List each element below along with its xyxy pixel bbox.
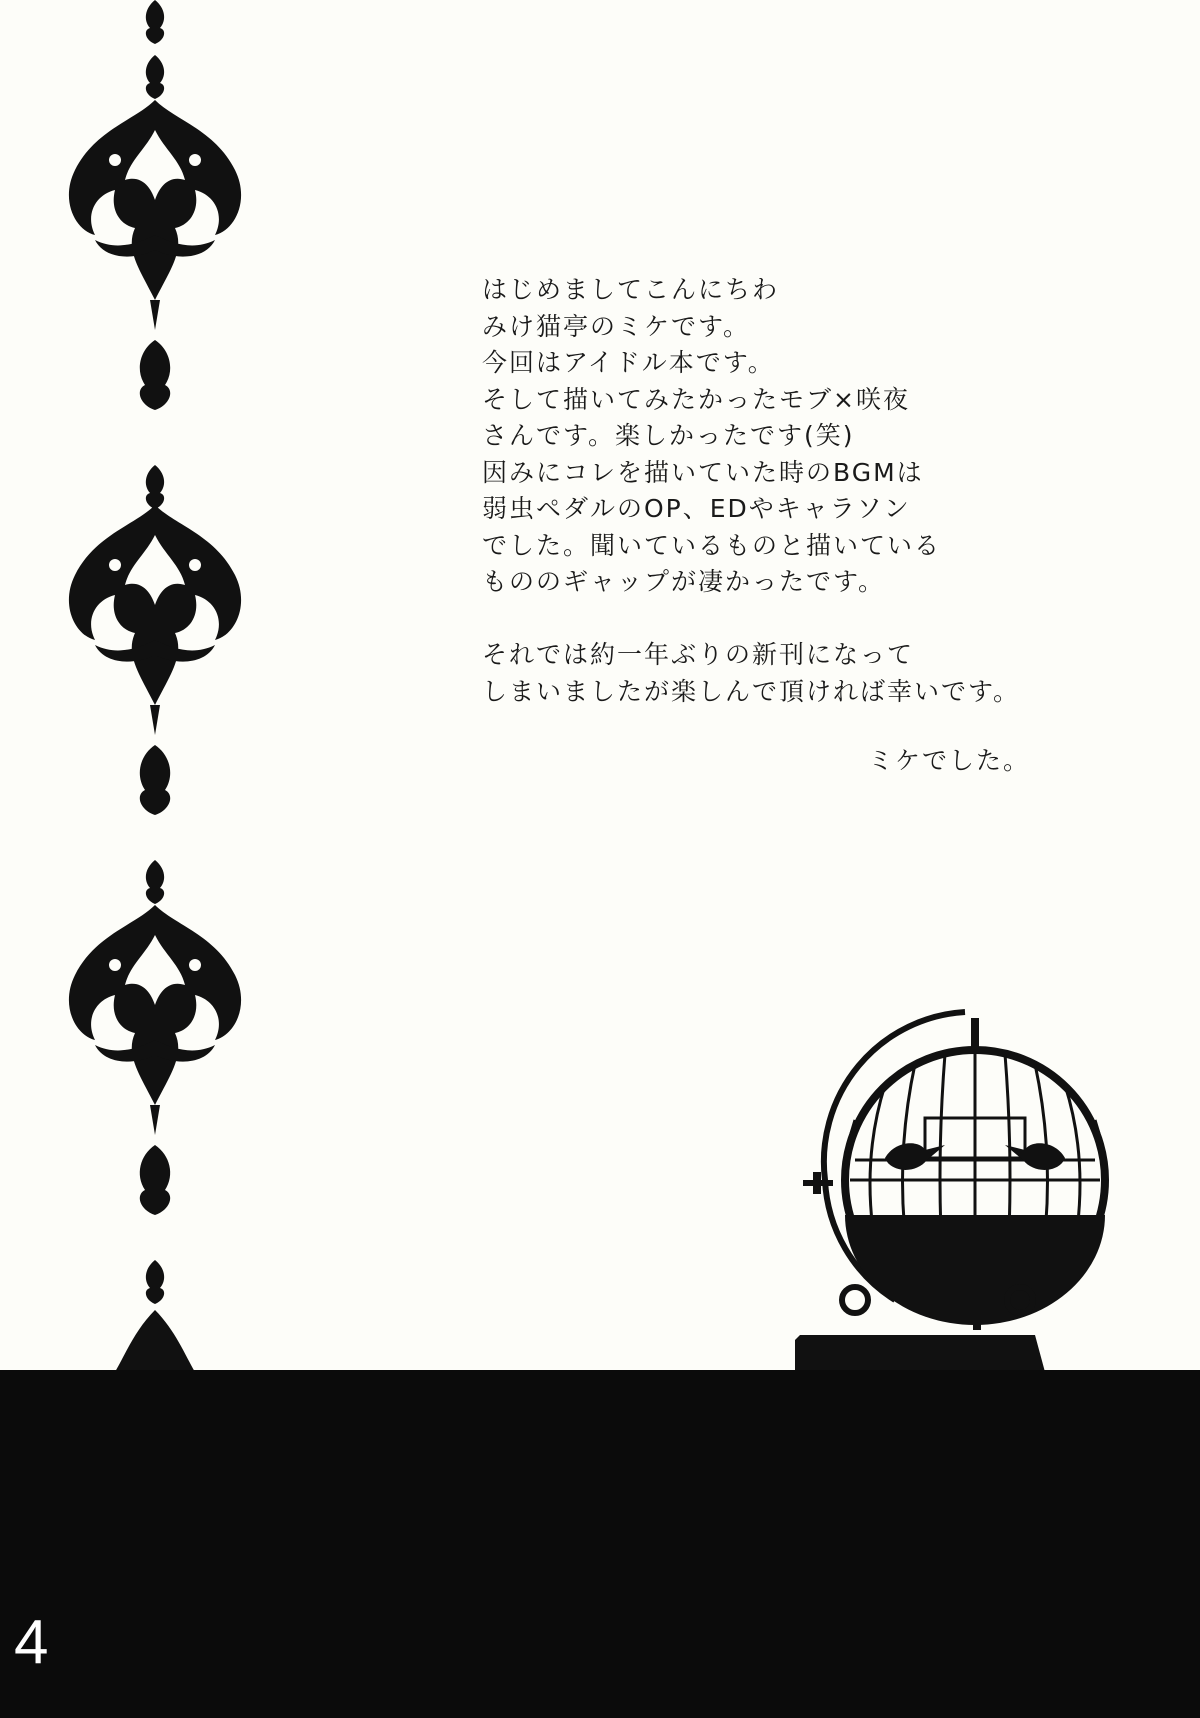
text-line: 今回はアイドル本です。: [482, 348, 775, 377]
damask-ornament-column: [55, 0, 255, 1372]
blank-line: [482, 601, 1020, 638]
text-line: でした。聞いているものと描いている: [482, 530, 942, 560]
page-number: 4: [14, 1608, 49, 1677]
text-line: しまいましたが楽しんで頂ければ幸いです。: [482, 676, 1021, 706]
black-floor-band: [0, 1370, 1200, 1718]
text-line: もののギャップが凄かったです。: [482, 567, 886, 596]
text-line: 因みにコレを描いていた時のBGMは: [482, 457, 924, 487]
birdcage-illustration: [795, 1000, 1115, 1372]
afterword-text: [482, 272, 1020, 710]
text-line: みけ猫亭のミケです。: [482, 311, 751, 341]
text-line: さんです。楽しかったです(笑): [482, 421, 855, 450]
text-line: それでは約一年ぶりの新刊になって: [482, 640, 915, 669]
text-line: はじめましてこんにちわ: [482, 275, 780, 304]
signature: ミケでした。: [867, 746, 1030, 775]
text-line: そして描いてみたかったモブ×咲夜: [482, 384, 910, 414]
text-line: 弱虫ペダルのOP、EDやキャラソン: [482, 494, 911, 523]
